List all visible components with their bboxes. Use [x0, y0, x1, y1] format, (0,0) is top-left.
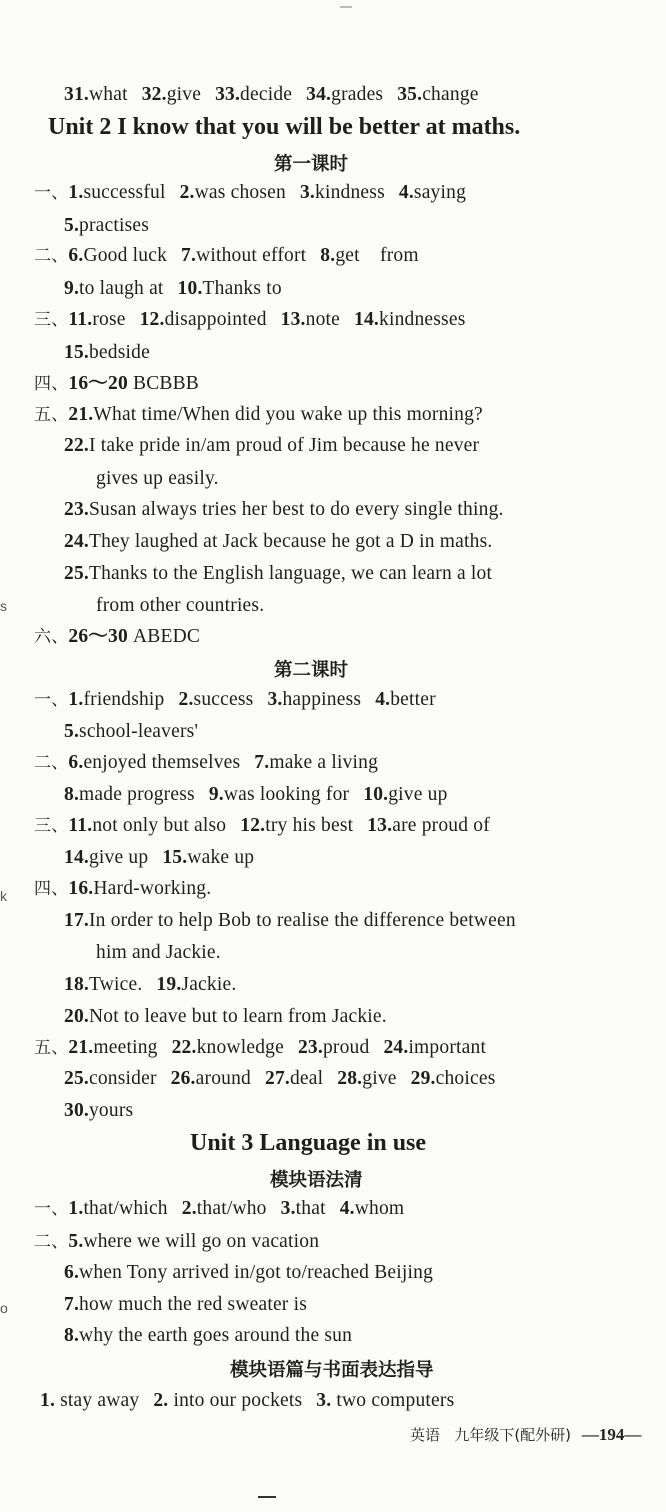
answer-item: [316, 1390, 454, 1411]
answer-text: wake up: [187, 847, 255, 868]
answer-text: deal: [289, 1068, 324, 1089]
page-number: —194—: [581, 1425, 642, 1444]
margin-mark: o: [0, 1300, 8, 1316]
answer-item: [156, 974, 236, 995]
answer-text: to laugh at: [79, 278, 164, 299]
answer-text: kindness: [315, 182, 385, 203]
item-number: 35.: [397, 84, 423, 105]
footer-grade: 九年级下(配外研): [454, 1426, 572, 1444]
item-number: 21.: [68, 404, 94, 425]
answer-text: how much the red sweater is: [79, 1294, 307, 1315]
bottom-dash-mark: [258, 1496, 276, 1498]
item-number: 27.: [265, 1068, 290, 1089]
section-prefix: 四、: [34, 374, 69, 394]
answer-item: [172, 1037, 284, 1058]
answer-item: [298, 1037, 369, 1058]
answer-text: ABEDC: [127, 626, 201, 647]
answer-item: [34, 1037, 158, 1058]
answer-text: around: [195, 1068, 251, 1089]
answer-item: [34, 1198, 168, 1219]
item-number: 4.: [375, 689, 391, 710]
answer-text: knowledge: [196, 1037, 284, 1058]
item-number: 2.: [181, 1198, 197, 1219]
answer-item: [34, 245, 167, 266]
answer-item: [64, 1325, 352, 1346]
answer-line: [64, 340, 150, 366]
answer-text: give: [166, 84, 202, 105]
answer-text: try his best: [265, 815, 354, 836]
answer-item: [354, 309, 465, 330]
answer-item: [64, 84, 128, 105]
answer-text: get from: [335, 245, 419, 266]
answer-text: disappointed: [164, 309, 267, 330]
answer-text: What time/When did you wake up this morning?: [93, 404, 483, 425]
answer-text: Good luck: [83, 245, 168, 266]
answer-item: [171, 1068, 251, 1089]
answer-text: note: [305, 309, 341, 330]
item-number: 9.: [64, 278, 80, 299]
answer-item: [34, 815, 226, 836]
section-prefix: 五、: [34, 1038, 69, 1058]
item-number: 3.: [316, 1390, 332, 1411]
grammar-heading: 模块语法清: [270, 1170, 363, 1191]
answer-line: [64, 1066, 495, 1092]
answer-item: [182, 1198, 267, 1219]
item-number: 22.: [171, 1037, 197, 1058]
answer-text: stay away: [55, 1390, 140, 1411]
item-number: 5.: [68, 1231, 84, 1252]
answer-text: into our pockets: [168, 1390, 303, 1411]
answer-item: [64, 435, 479, 456]
answer-item: [399, 182, 466, 203]
unit-2-heading: Unit 2 I know that you will be better at maths.: [48, 114, 521, 140]
answer-line: [34, 180, 466, 206]
item-number: 28.: [337, 1068, 363, 1089]
answer-item: [64, 215, 149, 236]
answer-line: [96, 593, 264, 619]
answer-line: [64, 82, 479, 108]
item-number: 3.: [267, 689, 283, 710]
answer-item: [367, 815, 490, 836]
answer-line: [34, 624, 200, 650]
item-number: 17.: [64, 910, 89, 931]
answer-text: give up: [388, 784, 448, 805]
answer-item: [64, 1006, 387, 1027]
answer-item: [142, 84, 201, 105]
top-tick-mark: [340, 6, 352, 8]
item-number: 19.: [156, 974, 182, 995]
answer-item: [64, 1100, 133, 1121]
answer-line: [64, 1292, 307, 1318]
answer-item: [64, 342, 150, 363]
answer-line: [34, 1196, 404, 1222]
item-number: 21.: [68, 1037, 94, 1058]
answer-text: proud: [322, 1037, 370, 1058]
answer-item: [383, 1037, 486, 1058]
answer-text: why the earth goes around the sun: [79, 1325, 353, 1346]
answer-text: not only but also: [92, 815, 227, 836]
answer-text: Jackie.: [181, 974, 237, 995]
answer-item: [64, 910, 516, 931]
answer-text: made progress: [79, 784, 195, 805]
item-number: 14.: [64, 847, 89, 868]
item-number: 6.: [68, 752, 84, 773]
answer-item: [34, 689, 165, 710]
answer-item: [397, 84, 478, 105]
answer-text: whom: [354, 1198, 405, 1219]
answer-text: Not to leave but to learn from Jackie.: [88, 1006, 387, 1027]
answer-item: [411, 1068, 496, 1089]
answer-item: [140, 309, 267, 330]
answer-item: [34, 309, 126, 330]
answer-text: Susan always tries her best to do every single thing.: [88, 499, 504, 520]
answer-line: [64, 972, 236, 998]
answer-text: when Tony arrived in/got to/reached Beijing: [79, 1262, 434, 1283]
answer-text: decide: [240, 84, 293, 105]
answer-item: [375, 689, 436, 710]
item-number: 25.: [64, 1068, 89, 1089]
answer-item: [40, 1390, 139, 1411]
answer-line: [34, 1229, 319, 1255]
answer-line: [34, 243, 419, 269]
item-number: 6.: [64, 1262, 80, 1283]
answer-item: [300, 182, 385, 203]
answer-item: [34, 626, 200, 647]
item-number: 10.: [177, 278, 203, 299]
answer-item: [34, 404, 483, 425]
answer-text: successful: [83, 182, 166, 203]
item-number: 14.: [354, 309, 379, 330]
item-number: 7.: [181, 245, 197, 266]
item-number: 23.: [297, 1037, 323, 1058]
section-prefix: 二、: [34, 1232, 69, 1252]
item-number: 11.: [68, 309, 93, 330]
answer-item: [64, 278, 164, 299]
answer-item: [34, 878, 211, 899]
answer-line: [96, 940, 221, 966]
item-number: 3.: [299, 182, 316, 203]
answer-text: kindnesses: [379, 309, 466, 330]
answer-line: [34, 687, 436, 713]
section-prefix: 三、: [34, 310, 69, 330]
answer-item: [34, 182, 166, 203]
answer-line: [64, 1323, 352, 1349]
answer-line: [64, 1098, 133, 1124]
answer-text: without effort: [196, 245, 307, 266]
answer-line: [40, 1388, 454, 1414]
answer-line: [64, 1260, 433, 1286]
answer-item: [64, 1294, 307, 1315]
answer-text: practises: [79, 215, 150, 236]
page-footer: [410, 1424, 641, 1445]
answer-line: [64, 213, 149, 239]
section-prefix: 一、: [34, 1199, 69, 1219]
answer-line: [34, 307, 466, 333]
answer-item: [34, 752, 240, 773]
answer-item: [96, 942, 221, 963]
answer-line: [64, 276, 282, 302]
answer-text: Thanks to the English language, we can learn a lot: [88, 563, 493, 584]
answer-line: [64, 561, 492, 587]
answer-item: [267, 689, 361, 710]
answer-item: [179, 689, 254, 710]
item-number: 12.: [139, 309, 165, 330]
item-number: 8.: [64, 784, 80, 805]
answer-text: Hard-working.: [93, 878, 212, 899]
answer-item: [64, 499, 504, 520]
answer-item: [64, 974, 142, 995]
item-number: 33.: [215, 84, 241, 105]
answer-item: [64, 847, 148, 868]
item-number: 25.: [64, 563, 89, 584]
item-number: 6.: [68, 245, 84, 266]
answer-item: [153, 1390, 302, 1411]
answer-item: [240, 815, 353, 836]
answer-text: meeting: [93, 1037, 158, 1058]
lesson-2-heading: 第二课时: [274, 660, 349, 681]
margin-mark: s: [0, 598, 7, 614]
answer-text: give: [362, 1068, 397, 1089]
item-number: 22.: [64, 435, 89, 456]
answer-text: him and Jackie.: [96, 942, 221, 963]
answer-line: [64, 719, 198, 745]
answer-text: Twice.: [88, 974, 143, 995]
item-number: 18.: [64, 974, 89, 995]
answer-item: [34, 373, 199, 394]
answer-text: better: [390, 689, 436, 710]
answer-text: enjoyed themselves: [83, 752, 241, 773]
answer-item: [180, 182, 286, 203]
answer-item: [64, 1262, 433, 1283]
section-prefix: 六、: [34, 627, 69, 647]
answer-text: from other countries.: [96, 595, 265, 616]
answer-item: [320, 245, 418, 266]
item-number: 24.: [383, 1037, 409, 1058]
section-prefix: 一、: [34, 183, 69, 203]
answer-text: happiness: [282, 689, 362, 710]
answer-text: give up: [88, 847, 149, 868]
answer-item: [64, 721, 198, 742]
answer-line: [34, 750, 378, 776]
item-number: 13.: [367, 815, 393, 836]
item-number: 2.: [178, 689, 194, 710]
item-number: 2.: [179, 182, 195, 203]
item-number: 2.: [153, 1390, 169, 1411]
item-number: 15.: [64, 342, 89, 363]
item-number: 1.: [68, 689, 84, 710]
answer-item: [337, 1068, 396, 1089]
answer-text: yours: [88, 1100, 134, 1121]
answer-text: BCBBB: [127, 373, 200, 394]
answer-text: I take pride in/am proud of Jim because he never: [88, 435, 480, 456]
item-number: 26.: [170, 1068, 196, 1089]
item-number: 1.: [68, 1198, 84, 1219]
answer-item: [209, 784, 349, 805]
answer-item: [96, 595, 264, 616]
item-number: 34.: [306, 84, 332, 105]
answer-line: [64, 497, 504, 523]
item-number: 1.: [40, 1390, 56, 1411]
answer-line: [64, 782, 448, 808]
answer-text: Thanks to: [202, 278, 282, 299]
answer-text: success: [193, 689, 254, 710]
answer-line: [34, 371, 199, 397]
item-number: 7.: [254, 752, 270, 773]
answer-text: bedside: [88, 342, 150, 363]
answer-text: saying: [413, 182, 467, 203]
item-number: 7.: [64, 1294, 80, 1315]
answer-text: two computers: [331, 1390, 455, 1411]
answer-item: [254, 752, 378, 773]
answer-line: [34, 402, 483, 428]
item-number: 16～20: [68, 373, 128, 394]
item-number: 20.: [64, 1006, 89, 1027]
answer-line: [64, 908, 516, 934]
answer-item: [162, 847, 254, 868]
answer-text: was chosen: [194, 182, 286, 203]
item-number: 10.: [363, 784, 389, 805]
item-number: 3.: [280, 1198, 296, 1219]
answer-line: [64, 845, 254, 871]
answer-text: that/which: [83, 1198, 168, 1219]
answer-item: [34, 1231, 319, 1252]
answer-item: [363, 784, 447, 805]
answer-item: [178, 278, 282, 299]
answer-text: important: [408, 1037, 487, 1058]
answer-text: where we will go on vacation: [83, 1231, 320, 1252]
answer-text: what: [88, 84, 128, 105]
item-number: 24.: [64, 531, 89, 552]
item-number: 11.: [68, 815, 93, 836]
answer-text: school-leavers': [79, 721, 199, 742]
footer-subject: 英语: [410, 1426, 441, 1444]
item-number: 5.: [64, 215, 80, 236]
section-prefix: 五、: [34, 405, 69, 425]
answer-text: grades: [331, 84, 384, 105]
writing-guide-heading: 模块语篇与书面表达指导: [230, 1360, 434, 1381]
answer-text: are proud of: [392, 815, 490, 836]
unit-3-heading: Unit 3 Language in use: [190, 1130, 427, 1156]
answer-text: rose: [92, 309, 126, 330]
answer-item: [96, 468, 219, 489]
section-prefix: 三、: [34, 816, 69, 836]
item-number: 30.: [64, 1100, 89, 1121]
answer-line: [34, 1035, 486, 1061]
item-number: 23.: [64, 499, 89, 520]
answer-item: [64, 1068, 157, 1089]
answer-item: [281, 309, 340, 330]
section-prefix: 二、: [34, 246, 69, 266]
section-prefix: 一、: [34, 690, 69, 710]
answer-item: [64, 563, 492, 584]
item-number: 15.: [162, 847, 188, 868]
item-number: 13.: [280, 309, 306, 330]
answer-line: [64, 1004, 387, 1030]
item-number: 31.: [64, 84, 89, 105]
answer-item: [181, 245, 306, 266]
section-prefix: 二、: [34, 753, 69, 773]
answer-text: that/who: [196, 1198, 267, 1219]
answer-text: In order to help Bob to realise the difference between: [88, 910, 516, 931]
answer-item: [64, 784, 195, 805]
answer-text: gives up easily.: [96, 468, 219, 489]
item-number: 4.: [398, 182, 414, 203]
answer-text: choices: [435, 1068, 496, 1089]
answer-item: [265, 1068, 323, 1089]
answer-line: [64, 529, 492, 555]
item-number: 8.: [320, 245, 336, 266]
item-number: 9.: [208, 784, 224, 805]
answer-text: friendship: [83, 689, 165, 710]
item-number: 8.: [64, 1325, 80, 1346]
item-number: 32.: [141, 84, 167, 105]
item-number: 29.: [410, 1068, 436, 1089]
answer-text: was looking for: [223, 784, 350, 805]
item-number: 1.: [68, 182, 84, 203]
answer-item: [215, 84, 292, 105]
answer-line: [34, 876, 211, 902]
item-number: 5.: [64, 721, 80, 742]
answer-text: that: [295, 1198, 326, 1219]
item-number: 26～30: [68, 626, 128, 647]
section-prefix: 四、: [34, 879, 69, 899]
answer-item: [281, 1198, 326, 1219]
answer-text: They laughed at Jack because he got a D in maths.: [88, 531, 493, 552]
item-number: 4.: [339, 1198, 355, 1219]
margin-mark: k: [0, 888, 7, 904]
lesson-1-heading: 第一课时: [274, 154, 349, 175]
answer-text: consider: [88, 1068, 157, 1089]
answer-item: [64, 531, 492, 552]
answer-text: make a living: [269, 752, 379, 773]
answer-text: change: [422, 84, 479, 105]
answer-line: [34, 813, 490, 839]
answer-line: [64, 433, 479, 459]
answer-line: [96, 466, 219, 492]
answer-item: [306, 84, 383, 105]
item-number: 16.: [68, 878, 94, 899]
answer-item: [340, 1198, 405, 1219]
item-number: 12.: [240, 815, 266, 836]
